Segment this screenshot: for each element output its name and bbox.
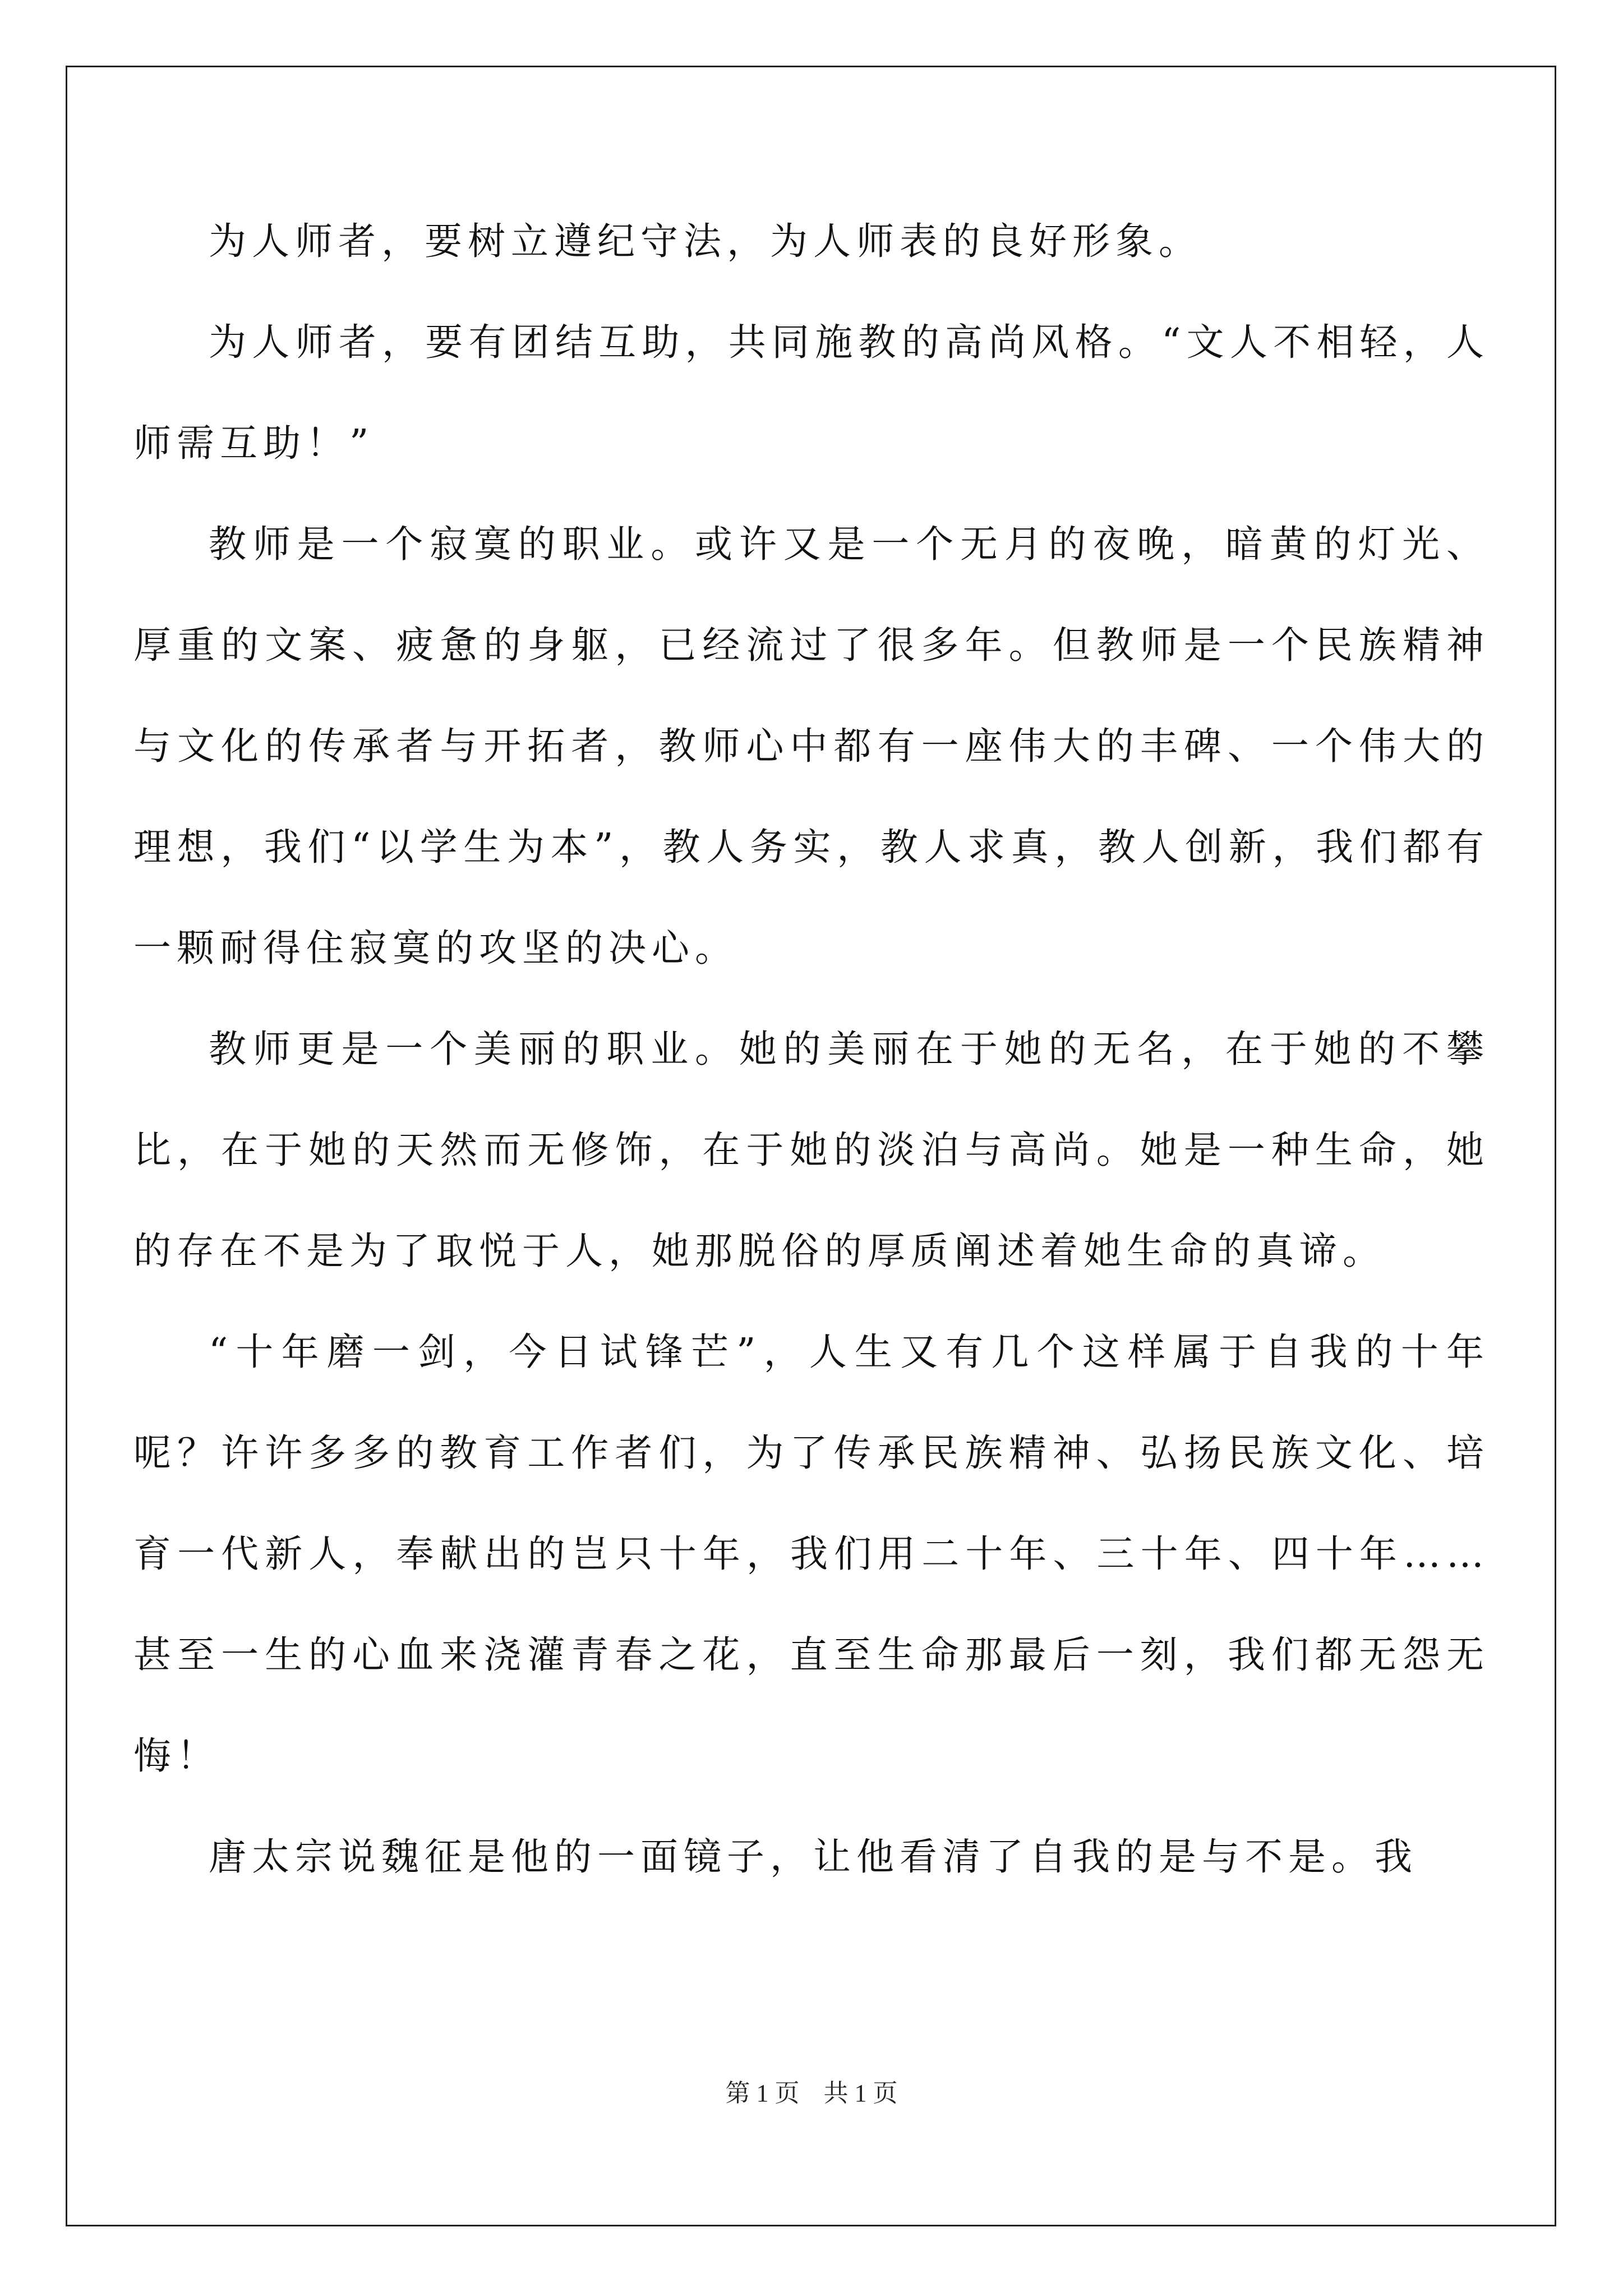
page-footer	[0, 2073, 1623, 2109]
paragraph: 教师更是一个美丽的职业。她的美丽在于她的无名，在于她的不攀比，在于她的天然而无修饰，在于她的淡泊与高尚。她是一种生命，她的存在不是为了取悦于人，她那脱俗的厚质阐述着她生命的真谛。	[133, 1027, 1490, 1273]
page-total: 共 1 页	[823, 2079, 898, 2107]
paragraph: 教师是一个寂寞的职业。或许又是一个无月的夜晚，暗黄的灯光、厚重的文案、疲惫的身躯，已经流过了很多年。但教师是一个民族精神与文化的传承者与开拓者，教师心中都有一座伟大的丰碑、一个伟大的理想，我们“以学生为本”，教人务实，教人求真，教人创新，我们都有一颗耐得住寂寞的攻坚的决心。	[133, 522, 1490, 970]
paragraph: 唐太宗说魏征是他的一面镜子，让他看清了自我的是与不是。我	[209, 1835, 1418, 1879]
paragraph: “十年磨一剑，今日试锋芒”，人生又有几个这样属于自我的十年呢？许许多多的教育工作者们，为了传承民族精神、弘扬民族文化、培育一代新人，奉献出的岂只十年，我们用二十年、三十年、四十年……甚至一生的心血来浇灌青春之花，直至生命那最后一刻，我们都无怨无悔！	[133, 1330, 1490, 1778]
paragraph: 为人师者，要有团结互助，共同施教的高尚风格。“文人不相轻，人师需互助！”	[133, 320, 1490, 465]
page-number: 第 1 页	[725, 2079, 800, 2107]
document-body	[133, 191, 1490, 1907]
paragraph: 为人师者，要树立遵纪守法，为人师表的良好形象。	[209, 219, 1202, 263]
